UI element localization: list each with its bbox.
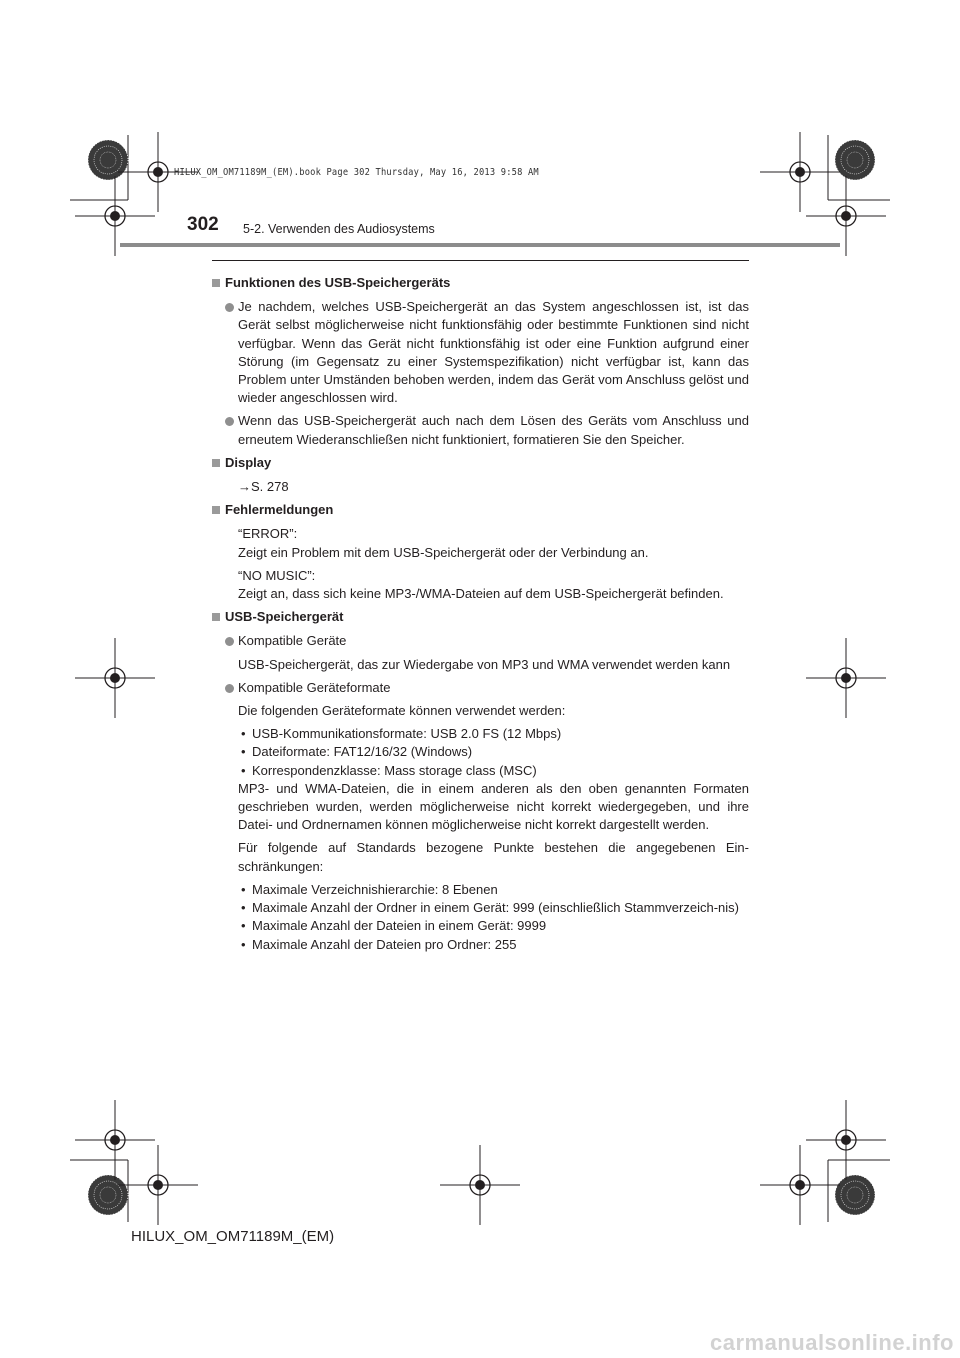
page-content xyxy=(212,270,749,954)
content-rule xyxy=(212,260,749,261)
bullet-item: Kompatible Geräteformate xyxy=(212,679,749,697)
error-code: “NO MUSIC”: xyxy=(238,567,316,583)
list-item: • Dateiformate: FAT12/16/32 (Windows) xyxy=(241,744,473,760)
round-bullet-icon xyxy=(225,637,234,646)
list-item: • Maximale Anzahl der Ordner in einem Gerät: 999 (einschließlich Stammverzeich-nis) xyxy=(241,900,739,916)
watermark-logo: carmanualsonline.info xyxy=(710,1330,954,1355)
display-reference xyxy=(212,478,749,496)
error-code: “ERROR”: xyxy=(238,526,298,542)
compatible-devices-text: USB-Speichergerät, das zur Wiedergabe von MP3 und WMA verwendet werden kann xyxy=(238,656,731,672)
book-info-line: HILUX_OM_OM71189M_(EM).book Page 302 Thursday, May 16, 2013 9:58 AM xyxy=(174,167,539,178)
bullet-item: Kompatible Geräte xyxy=(212,632,749,650)
list-item: • Korrespondenzklasse: Mass storage class (MSC) xyxy=(241,762,537,778)
round-bullet-icon xyxy=(225,684,234,693)
formats-note: MP3- und WMA-Dateien, die in einem anderen als den oben genannten Formaten geschrieben wurden, werden möglicherweise nicht korrekt wiedergegeben, und ihre Datei- und Ordnernamen können möglicherweise nicht korrekt dargestellt werden. xyxy=(238,780,749,833)
square-bullet-icon xyxy=(212,459,220,467)
square-bullet-icon xyxy=(212,279,220,287)
square-bullet-icon xyxy=(212,613,220,621)
page-reference-link: →S. 278 xyxy=(238,479,289,495)
round-bullet-icon xyxy=(225,417,234,426)
list-item: • Maximale Anzahl der Dateien in einem Gerät: 9999 xyxy=(241,918,547,934)
error-entry xyxy=(212,567,749,603)
error-description: Zeigt ein Problem mit dem USB-Speichergerät oder der Verbindung an. xyxy=(238,544,649,560)
heading-usb-functions: Funktionen des USB-Speichergeräts xyxy=(212,274,749,292)
square-bullet-icon xyxy=(212,506,220,514)
bullet-item: Wenn das USB-Speichergerät auch nach dem Lösen des Geräts vom Anschluss und erneutem Wiederanschließen nicht funktioniert, formatieren Sie den Speicher. xyxy=(212,412,749,448)
formats-list xyxy=(212,725,749,780)
error-description: Zeigt an, dass sich keine MP3-/WMA-Dateien auf dem USB-Speichergerät befinden. xyxy=(238,586,724,602)
formats-intro: Die folgenden Geräteformate können verwendet werden: xyxy=(238,703,566,719)
section-title: 5-2. Verwenden des Audiosystems xyxy=(243,222,435,236)
list-item: • USB-Kommunikationsformate: USB 2.0 FS (12 Mbps) xyxy=(241,726,562,742)
bullet-item: Je nachdem, welches USB-Speichergerät an das System angeschlossen ist, ist das Gerät selbst möglicherweise nicht funktionsfähig oder bestimmte Funktionen sind nicht verfügbar. Wenn das Gerät nicht funktionsfähig ist oder eine Funktion aufgrund einer Störung (im Gegensatz zu einer Systemspezifikation) nicht verfügbar ist, kann das Problem unter Umständen behoben werden, indem das Gerät vom Anschluss gelöst und wieder angeschlossen wird. xyxy=(212,298,749,407)
header-rule xyxy=(120,243,840,247)
heading-display: Display xyxy=(212,454,749,472)
page-number: 302 xyxy=(187,214,219,235)
limits-intro: Für folgende auf Standards bezogene Punkte bestehen die angegebenen Ein-schränkungen: xyxy=(238,840,749,874)
limits-list xyxy=(212,881,749,954)
list-item: • Maximale Verzeichnishierarchie: 8 Ebenen xyxy=(241,881,498,897)
heading-errors: Fehlermeldungen xyxy=(212,501,749,519)
footer-code: HILUX_OM_OM71189M_(EM) xyxy=(131,1228,335,1245)
error-entry xyxy=(212,525,749,561)
round-bullet-icon xyxy=(225,303,234,312)
heading-usb-device: USB-Speichergerät xyxy=(212,608,749,626)
list-item: • Maximale Anzahl der Dateien pro Ordner: 255 xyxy=(241,936,517,952)
